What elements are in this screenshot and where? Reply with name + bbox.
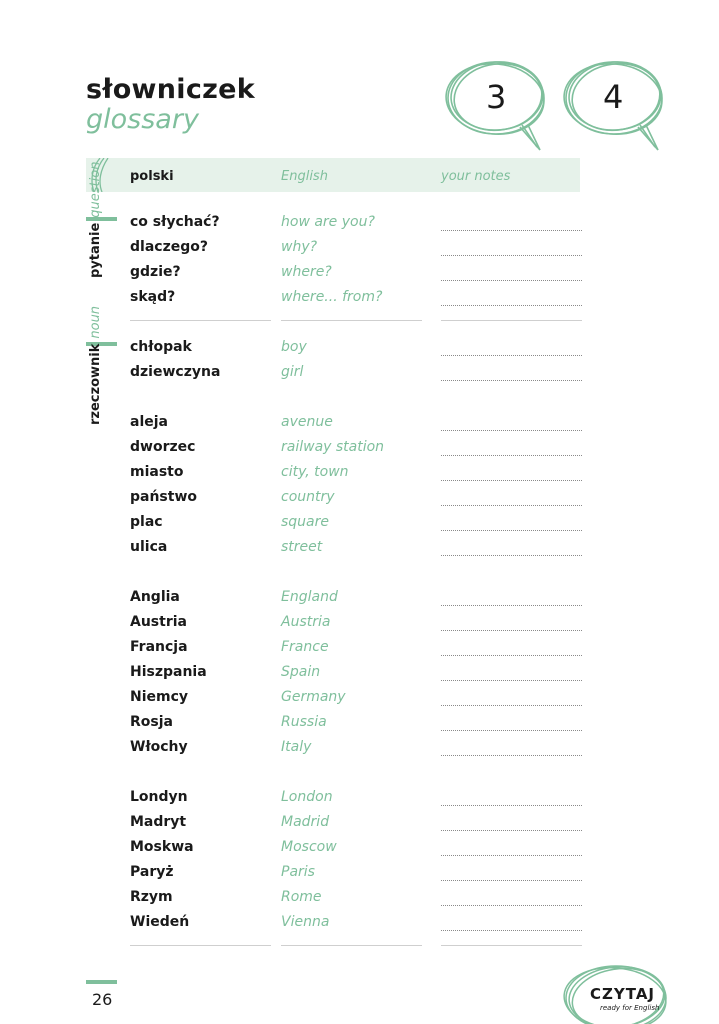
notes-line[interactable] (441, 530, 582, 531)
glossary-row-pl: dziewczyna (130, 364, 221, 380)
notes-line[interactable] (441, 730, 582, 731)
glossary-row-en: Russia (281, 714, 327, 730)
glossary-row-en: Germany (281, 689, 346, 705)
notes-line[interactable] (441, 605, 582, 606)
glossary-row-en: Spain (281, 664, 321, 680)
notes-line[interactable] (441, 455, 582, 456)
glossary-row-pl: gdzie? (130, 264, 181, 280)
glossary-row-en: England (281, 589, 338, 605)
notes-line[interactable] (441, 855, 582, 856)
glossary-row-pl: co słychać? (130, 214, 220, 230)
glossary-row-en: country (281, 489, 335, 505)
glossary-row-en: boy (281, 339, 307, 355)
glossary-row-pl: Moskwa (130, 839, 194, 855)
glossary-row-en: Paris (281, 864, 315, 880)
czytaj-logo: CZYTAJ (590, 985, 656, 1003)
glossary-row-en: Austria (281, 614, 331, 630)
notes-line[interactable] (441, 930, 582, 931)
notes-line[interactable] (441, 680, 582, 681)
unit-4-number: 4 (603, 78, 624, 116)
column-header-polish: polski (130, 169, 174, 184)
glossary-row-en: avenue (281, 414, 333, 430)
glossary-row-en: Vienna (281, 914, 330, 930)
notes-line[interactable] (441, 305, 582, 306)
glossary-row-en: girl (281, 364, 304, 380)
section-divider (130, 945, 271, 946)
column-header-english: English (281, 169, 328, 184)
section-divider (441, 945, 582, 946)
glossary-row-pl: Austria (130, 614, 187, 630)
section-label-question-en: question (88, 161, 103, 218)
section-divider (281, 320, 422, 321)
notes-line[interactable] (441, 280, 582, 281)
notes-line[interactable] (441, 355, 582, 356)
section-divider (281, 945, 422, 946)
glossary-row-en: railway station (281, 439, 385, 455)
glossary-row-pl: państwo (130, 489, 198, 505)
glossary-row-en: square (281, 514, 330, 530)
glossary-row-en: London (281, 789, 333, 805)
section-label-noun (88, 306, 103, 425)
section-divider (130, 320, 271, 321)
notes-line[interactable] (441, 555, 582, 556)
page-number: 26 (92, 990, 113, 1009)
glossary-row-pl: Rosja (130, 714, 173, 730)
notes-line[interactable] (441, 480, 582, 481)
glossary-row-pl: Francja (130, 639, 188, 655)
column-header-notes: your notes (441, 169, 511, 184)
glossary-row-en: where... from? (281, 289, 383, 305)
notes-line[interactable] (441, 880, 582, 881)
glossary-row-pl: Włochy (130, 739, 188, 755)
glossary-title-english: glossary (86, 104, 199, 135)
section-label-question (88, 162, 103, 278)
page-number-bar (86, 980, 117, 984)
notes-line[interactable] (441, 230, 582, 231)
glossary-row-en: Rome (281, 889, 322, 905)
notes-line[interactable] (441, 505, 582, 506)
unit-3-number: 3 (486, 78, 507, 116)
glossary-row-pl: plac (130, 514, 163, 530)
glossary-row-en: street (281, 539, 323, 555)
notes-line[interactable] (441, 655, 582, 656)
notes-line[interactable] (441, 705, 582, 706)
glossary-row-pl: ulica (130, 539, 168, 555)
czytaj-logo-tagline: ready for English (600, 1004, 660, 1012)
notes-line[interactable] (441, 630, 582, 631)
section-label-question-pl: pytanie (88, 222, 103, 278)
section-divider (441, 320, 582, 321)
glossary-row-pl: skąd? (130, 289, 176, 305)
notes-line[interactable] (441, 755, 582, 756)
glossary-row-pl: Wiedeń (130, 914, 190, 930)
glossary-row-pl: aleja (130, 414, 168, 430)
glossary-row-en: city, town (281, 464, 349, 480)
glossary-row-en: how are you? (281, 214, 375, 230)
glossary-row-pl: chłopak (130, 339, 192, 355)
notes-line[interactable] (441, 805, 582, 806)
glossary-row-pl: Anglia (130, 589, 180, 605)
glossary-row-en: Italy (281, 739, 312, 755)
glossary-row-en: Moscow (281, 839, 337, 855)
glossary-row-pl: Rzym (130, 889, 173, 905)
glossary-row-pl: dlaczego? (130, 239, 208, 255)
notes-line[interactable] (441, 430, 582, 431)
glossary-title-polish: słowniczek (86, 74, 256, 105)
section-label-noun-pl: rzeczownik (88, 343, 103, 425)
notes-line[interactable] (441, 380, 582, 381)
glossary-row-en: France (281, 639, 329, 655)
glossary-row-pl: miasto (130, 464, 184, 480)
notes-line[interactable] (441, 830, 582, 831)
glossary-row-en: why? (281, 239, 318, 255)
glossary-row-pl: Paryż (130, 864, 174, 880)
glossary-row-en: Madrid (281, 814, 330, 830)
notes-line[interactable] (441, 905, 582, 906)
glossary-row-pl: dworzec (130, 439, 196, 455)
glossary-row-pl: Niemcy (130, 689, 189, 705)
glossary-row-en: where? (281, 264, 332, 280)
glossary-row-pl: Londyn (130, 789, 188, 805)
glossary-row-pl: Madryt (130, 814, 187, 830)
section-label-noun-en: noun (88, 305, 103, 339)
notes-line[interactable] (441, 255, 582, 256)
glossary-row-pl: Hiszpania (130, 664, 207, 680)
